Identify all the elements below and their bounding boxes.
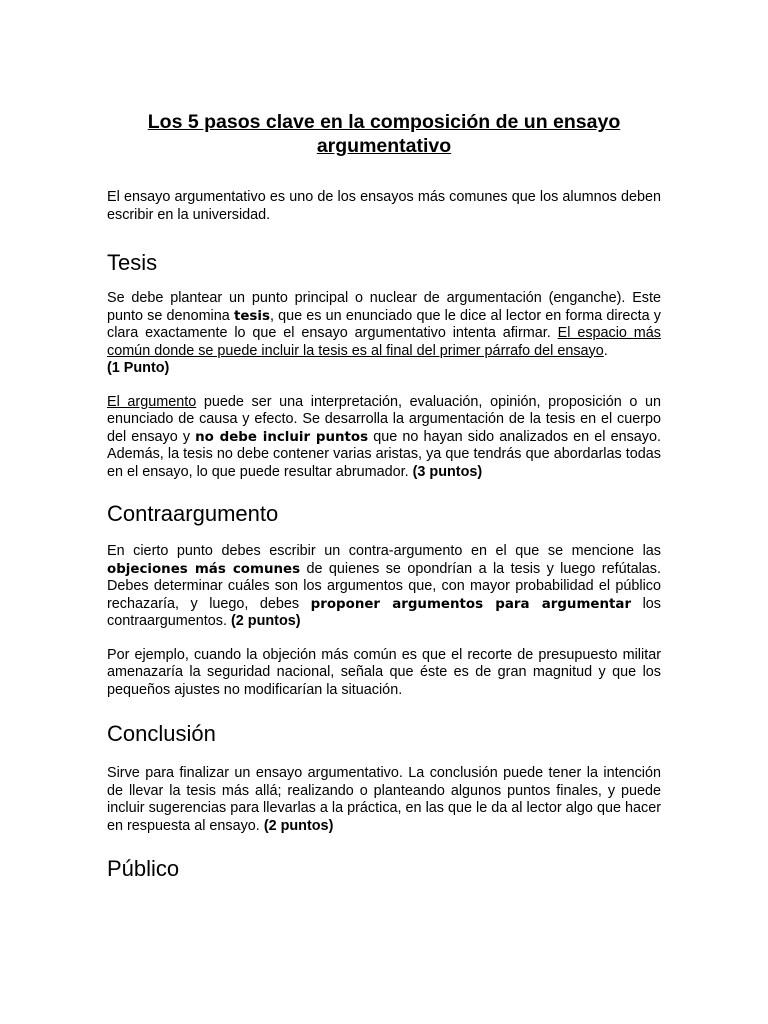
contraargumento-paragraph-2: Por ejemplo, cuando la objeción más común es que el recorte de presupuesto militar amenazaría la seguridad nacional, señala que éste es de gran magnitud y que los pequeños ajustes no modificarían la situación.	[107, 646, 661, 698]
document-title	[107, 110, 661, 158]
tesis-paragraph-1	[107, 290, 661, 360]
heading-publico: Público	[107, 856, 180, 881]
text-run: puede ser una interpretación, evaluación, opinión, proposición o un enunciado de causa y efecto. Se desarrolla la argumentación de la tesis en el cuerpo del ensayo y	[107, 393, 662, 445]
text-run: Sirve para finalizar un ensayo argumentativo. La conclusión puede tener la intención de llevar la tesis más allá; realizando o planteando algunos puntos finales, y puede incluir sugerencias para llevarlas a la práctica, en las que le da al lector algo que hacer en respuesta al ensayo.	[107, 765, 661, 834]
text-run: que no hayan sido analizados en el ensayo. Además, la tesis no debe contener varias aristas, ya que tendrás que abordarlas todas en el ensayo, lo que puede resultar abrumador.	[107, 428, 661, 480]
argumento-paragraph	[107, 394, 661, 482]
tesis-points: (1 Punto)	[107, 360, 170, 376]
text-run: Se debe plantear un punto principal o nuclear de argumentación (enganche). Este punto se denomina	[107, 290, 661, 324]
text-run: , que es un enunciado que le dice al lector en forma directa y clara exactamente lo que el ensayo argumentativo intenta afirmar.	[107, 307, 661, 341]
conclusion-paragraph	[107, 765, 661, 835]
heading-contraargumento: Contraargumento	[107, 501, 279, 526]
underlined-sentence: El espacio más común donde se puede incluir la tesis es al final del primer párrafo del ensayo	[107, 325, 661, 359]
contraargumento-points: (2 puntos)	[231, 613, 301, 629]
title-line-1: Los 5 pasos clave en la composición de un ensayo	[147, 111, 621, 133]
bold-term-tesis: tesis	[233, 308, 270, 324]
title-line-2: argumentativo	[316, 135, 452, 157]
heading-conclusion: Conclusión	[107, 721, 216, 746]
text-run: .	[603, 342, 608, 359]
contraargumento-paragraph-1	[107, 543, 661, 631]
text-run: En cierto punto debes escribir un contra-argumento en el que se mencione las	[107, 543, 661, 559]
underlined-term-argumento: El argumento	[107, 393, 197, 410]
intro-paragraph: El ensayo argumentativo es uno de los ensayos más comunes que los alumnos deben escribir en la universidad.	[107, 189, 661, 223]
bold-phrase: no debe incluir puntos	[195, 429, 369, 445]
bold-phrase: proponer argumentos para argumentar	[310, 596, 632, 612]
text-run: de quienes se opondrían a la tesis y luego refútalas. Debes determinar cuáles son los argumentos que, con mayor probabilidad el público rechazaría, y luego, debes	[107, 560, 661, 612]
document-body	[107, 110, 661, 882]
text-run: los contraargumentos.	[107, 595, 661, 629]
conclusion-points: (2 puntos)	[263, 817, 334, 834]
argumento-points: (3 puntos)	[412, 463, 483, 480]
heading-tesis: Tesis	[107, 250, 158, 275]
bold-phrase: objeciones más comunes	[107, 561, 301, 577]
